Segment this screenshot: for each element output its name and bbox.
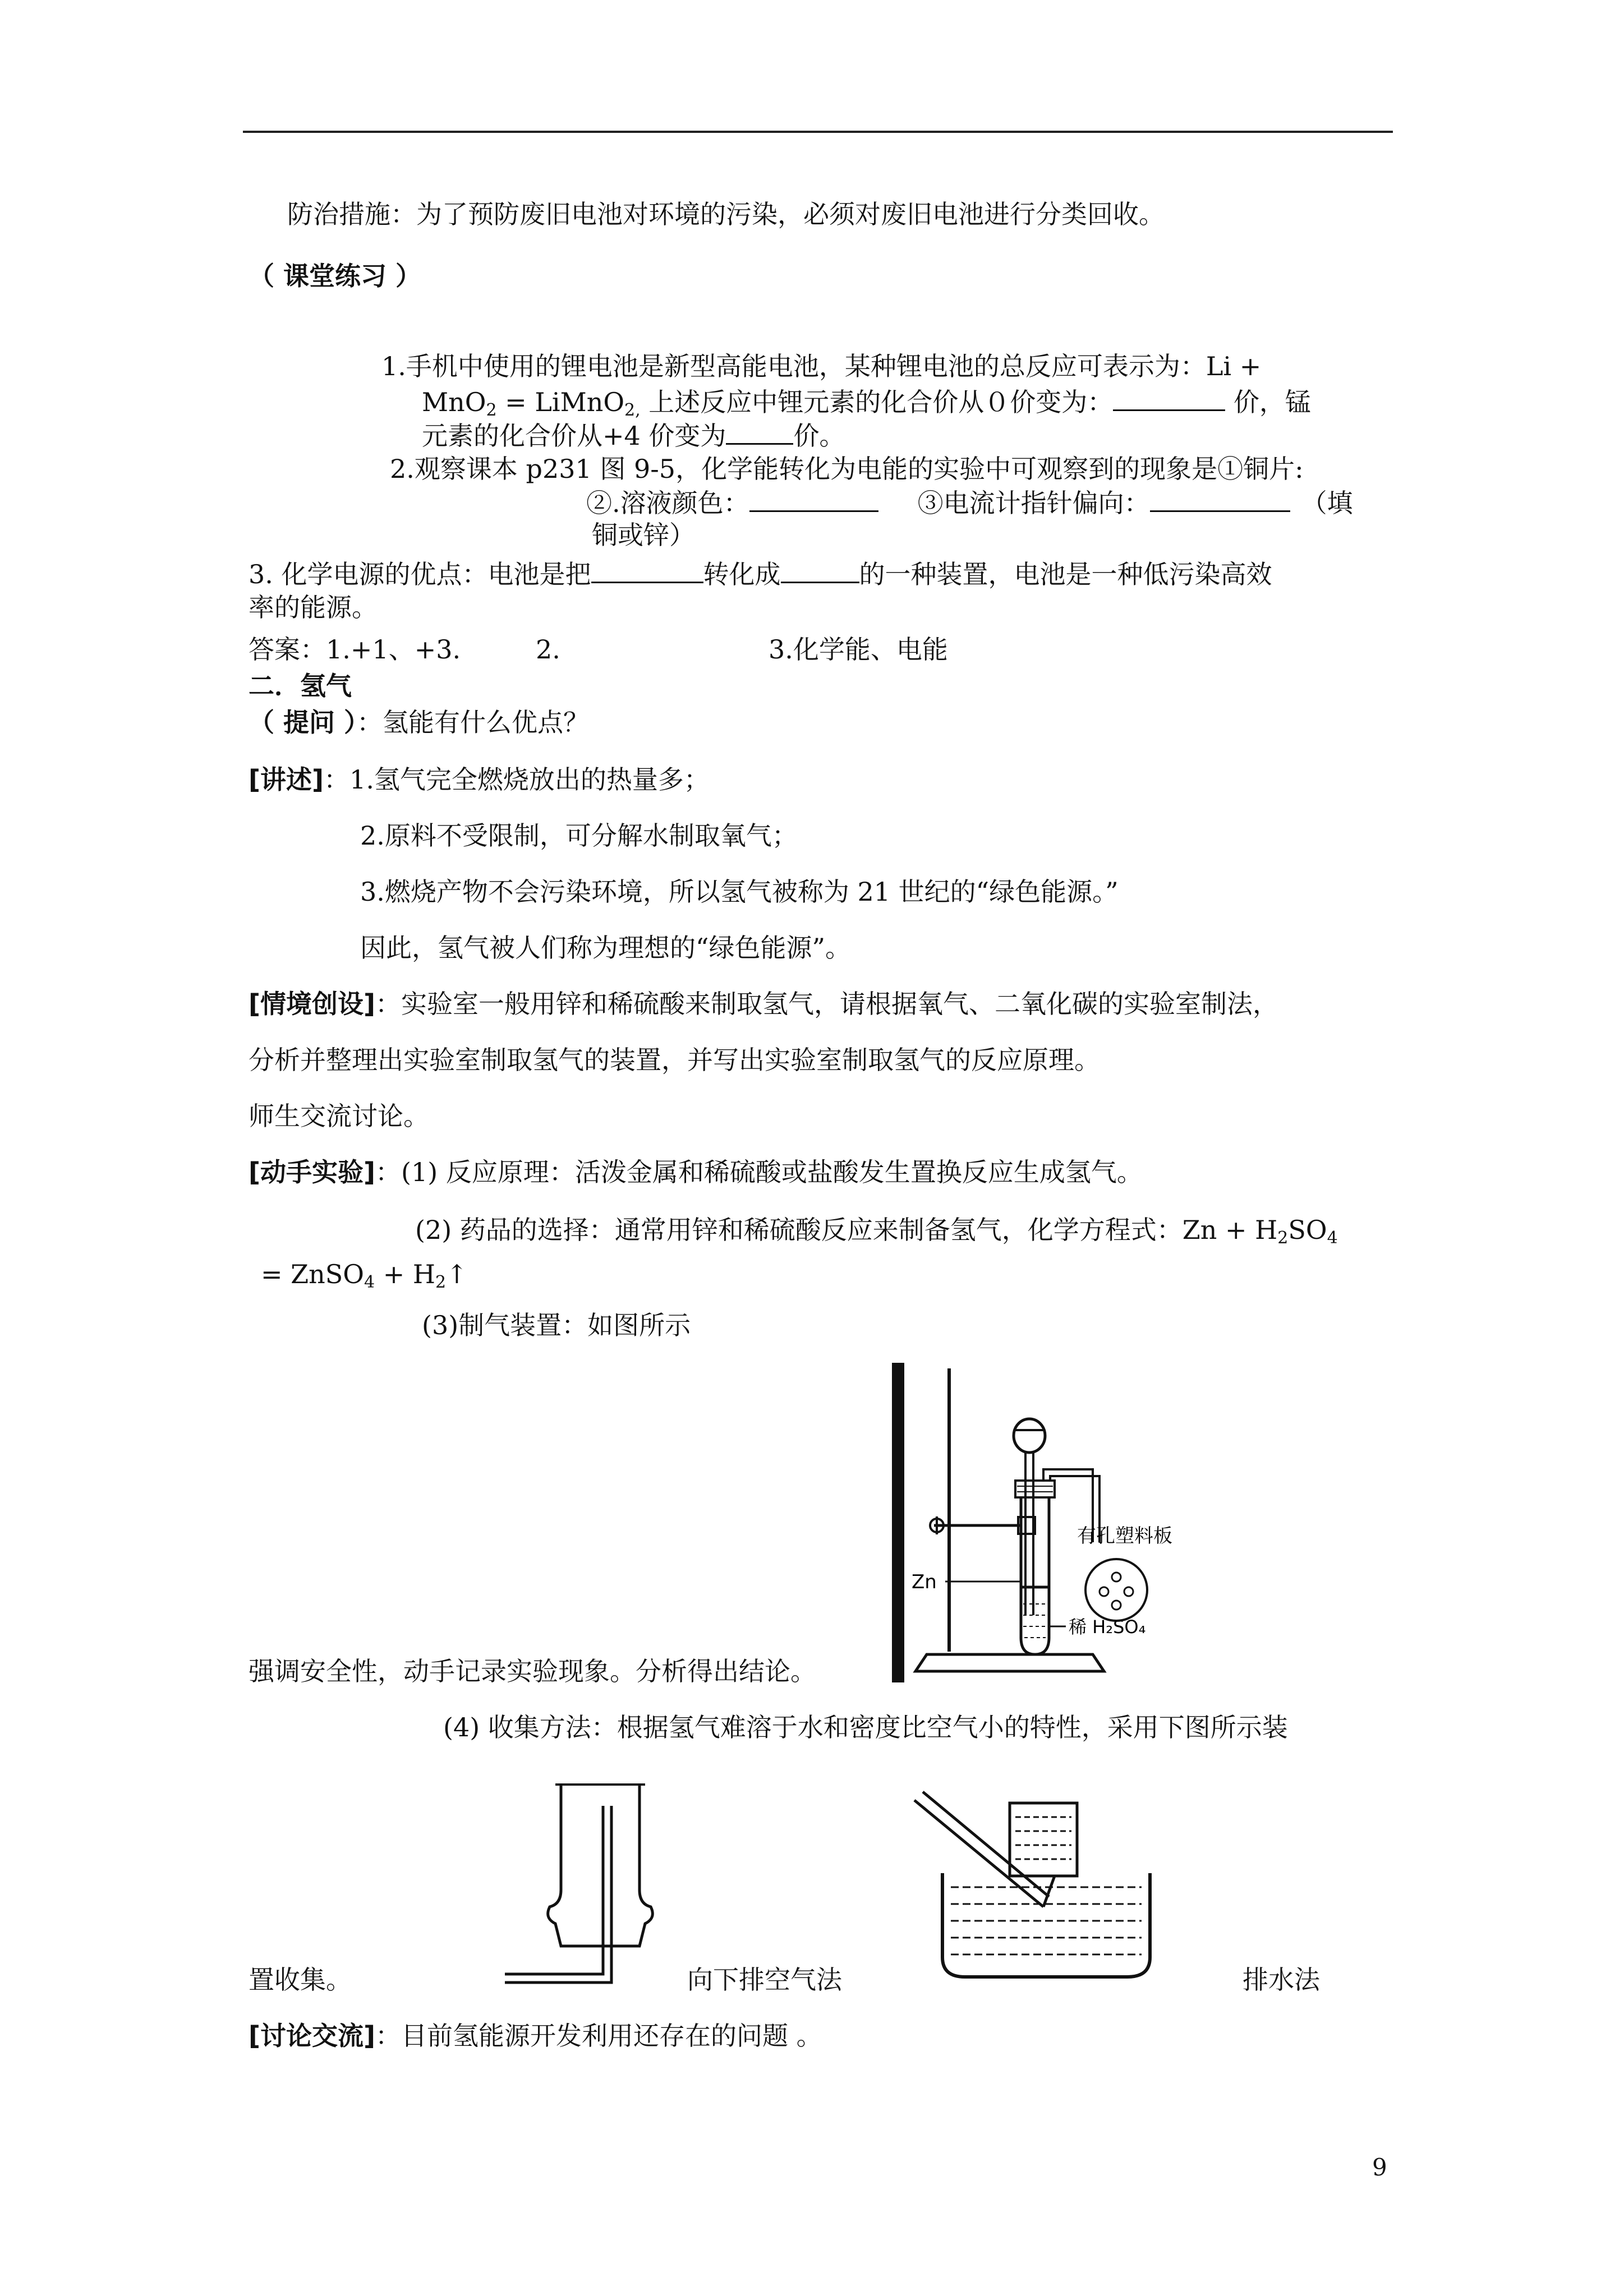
answer-a: 答案：1.+1、+3. bbox=[249, 634, 461, 665]
q2-line3: 铜或锌） bbox=[592, 520, 695, 550]
experiment-step1: [动手实验]：(1) 反应原理：活泼金属和稀硫酸或盐酸发生置换反应生成氢气。 bbox=[249, 1157, 1143, 1187]
q3-blank-1[interactable] bbox=[591, 557, 703, 583]
label-acid: 稀 H₂SO₄ bbox=[1069, 1616, 1146, 1638]
scenario-line1: [情境创设]：实验室一般用锌和稀硫酸来制取氢气，请根据氧气、二氧化碳的实验室制法， bbox=[249, 989, 1279, 1019]
label-zn: Zn bbox=[912, 1571, 937, 1593]
lecture-item4: 因此，氢气被人们称为理想的“绿色能源”。 bbox=[360, 933, 852, 963]
prevention-text: 防治措施：为了预防废旧电池对环境的污染，必须对废旧电池进行分类回收。 bbox=[287, 199, 1165, 229]
experiment-step3: (3)制气装置：如图所示 bbox=[422, 1310, 691, 1340]
board-edge bbox=[892, 1363, 904, 1682]
label-plate: 有孔塑料板 bbox=[1077, 1525, 1172, 1547]
method-downward-air: 向下排空气法 bbox=[687, 1965, 842, 1995]
q3-line2: 率的能源。 bbox=[249, 592, 378, 623]
q2-blank-1[interactable] bbox=[749, 486, 878, 512]
lecture-item1: [讲述]：1.氢气完全燃烧放出的热量多； bbox=[249, 764, 710, 795]
section-heading: 二．氢气 bbox=[249, 671, 352, 701]
q3-line1: 3. 化学电源的优点：电池是把 转化成 的一种装置，电池是一种低污染高效 bbox=[249, 557, 1272, 591]
gas-jar-inverted bbox=[548, 1783, 653, 1946]
q2-line1: 2.观察课本 p231 图 9-5，化学能转化为电能的实验中可观察到的现象是①铜片: bbox=[390, 454, 1304, 484]
q1-blank-2[interactable] bbox=[726, 418, 793, 445]
page-number: 9 bbox=[1372, 2154, 1387, 2181]
q2-blank-2[interactable] bbox=[1150, 486, 1290, 512]
q1-mno2: MnO bbox=[422, 387, 486, 417]
scenario-line3: 师生交流讨论。 bbox=[249, 1101, 429, 1131]
water-trough bbox=[942, 1873, 1150, 1977]
water-displacement-figure bbox=[909, 1778, 1161, 1985]
q1-line1: 1.手机中使用的锂电池是新型高能电池，某种锂电池的总反应可表示为：Li + bbox=[381, 351, 1262, 381]
question-line: （ 提问 ）：氢能有什么优点？ bbox=[249, 707, 590, 737]
perforated-plate-detail bbox=[1085, 1559, 1147, 1621]
lecture-item3: 3.燃烧产物不会污染环境，所以氢气被称为 21 世纪的“绿色能源。” bbox=[360, 877, 1119, 907]
method-water-displacement: 排水法 bbox=[1243, 1965, 1320, 1995]
q1-line3: 元素的化合价从+4 价变为 价。 bbox=[422, 418, 845, 453]
answer-b: 2. bbox=[536, 634, 560, 665]
lecture-item2: 2.原料不受限制，可分解水制取氧气； bbox=[360, 820, 798, 851]
experiment-step4: (4) 收集方法：根据氢气难溶于水和密度比空气小的特性，采用下图所示装 bbox=[443, 1712, 1288, 1742]
q1-line2: MnO$_2$ = LiMnO$_{2,}$ 上述反应中锂元素的化合价从０价变为： 价，锰 bbox=[422, 385, 1311, 419]
answer-c: 3.化学能、电能 bbox=[769, 634, 948, 665]
gas-jar bbox=[1010, 1803, 1077, 1876]
q1-blank-1[interactable] bbox=[1113, 385, 1225, 411]
q3-blank-2[interactable] bbox=[781, 557, 859, 583]
step4-continued: 置收集。 bbox=[249, 1965, 352, 1995]
q2-line2: ②.溶液颜色： ③电流计指针偏向： （填 bbox=[586, 486, 1353, 520]
safety-text: 强调安全性，动手记录实验现象。分析得出结论。 bbox=[249, 1656, 816, 1686]
experiment-step2: (2) 药品的选择：通常用锌和稀硫酸反应来制备氢气，化学方程式：$Zn + H_2SO_4$ bbox=[415, 1215, 1338, 1248]
experiment-equation-line2: = ZnSO$_4$ + $H_2↑$ bbox=[261, 1259, 468, 1292]
hydrogen-apparatus-figure bbox=[881, 1357, 1245, 1688]
exercise-heading: （ 课堂练习 ） bbox=[249, 261, 422, 291]
header-rule bbox=[243, 131, 1393, 133]
stand-base bbox=[915, 1654, 1104, 1671]
scenario-line2: 分析并整理出实验室制取氢气的装置，并写出实验室制取氢气的反应原理。 bbox=[249, 1045, 1100, 1075]
discussion-line: [讨论交流]：目前氢能源开发利用还存在的问题 。 bbox=[249, 2021, 822, 2051]
downward-air-displacement-figure bbox=[499, 1778, 668, 1985]
